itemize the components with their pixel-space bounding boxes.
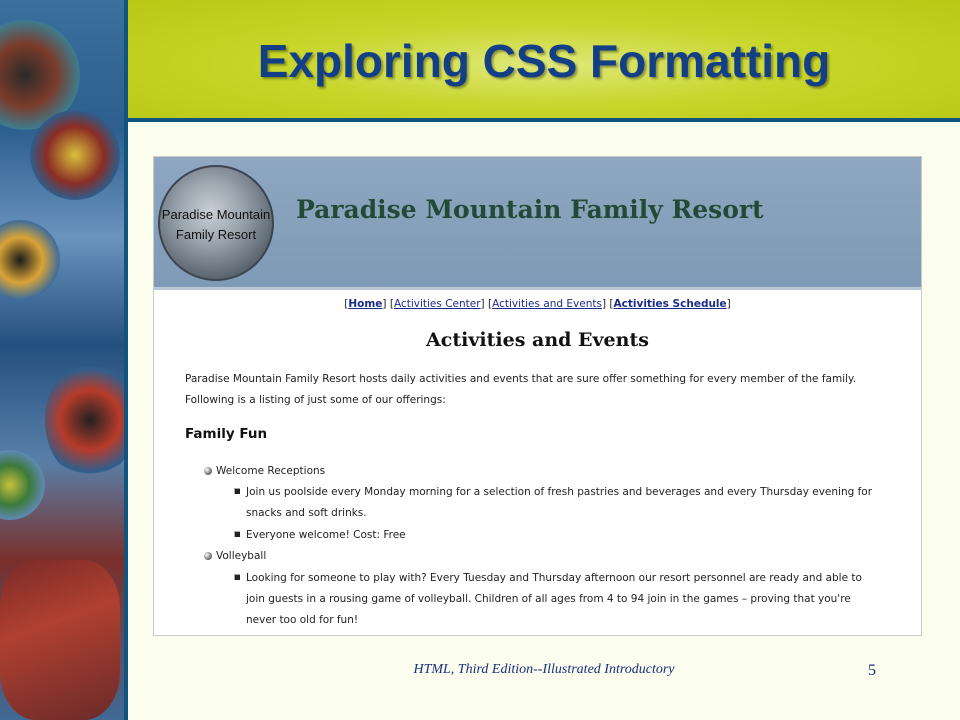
square-bullet-icon (234, 531, 240, 537)
detail-line: Looking for someone to play with? Every Tuesday and Thursday afternoon our resort personnel are ready and able to (246, 572, 862, 584)
intro-line-1: Paradise Mountain Family Resort hosts daily activities and events that are sure offer something for every member of the family. (185, 373, 857, 385)
list-item-detail (246, 525, 896, 546)
intro-paragraph (185, 369, 905, 411)
decorative-painting (0, 0, 124, 720)
slide-footer: HTML, Third Edition--Illustrated Introductory (413, 662, 675, 677)
detail-line: Everyone welcome! Cost: Free (246, 529, 406, 541)
logo-line-2: Family Resort (175, 227, 257, 242)
logo-line-1: Paradise Mountain (161, 207, 271, 222)
site-title: Paradise Mountain Family Resort (296, 195, 764, 224)
list-item-detail (246, 568, 896, 631)
detail-line: Join us poolside every Monday morning for a selection of fresh pastries and beverages and every Thursday evening for (246, 486, 873, 498)
nav-link-activities-center[interactable]: Activities Center (393, 298, 481, 310)
nav-link-activities-and-events[interactable]: Activities and Events (492, 298, 602, 310)
detail-line: join guests in a rousing game of volleyball. Children of all ages from 4 to 94 join in the games – proving that you're (246, 593, 851, 605)
round-bullet-icon (204, 552, 212, 560)
list-item-label: Welcome Receptions (216, 465, 326, 477)
list-item (216, 465, 325, 477)
square-bullet-icon (234, 574, 240, 580)
list-item-detail (246, 482, 896, 524)
detail-line: never too old for fun! (246, 614, 359, 626)
intro-line-2: Following is a listing of just some of our offerings: (185, 394, 446, 406)
site-header (154, 157, 921, 290)
detail-line: snacks and soft drinks. (246, 507, 367, 519)
section-heading: Family Fun (185, 426, 268, 442)
nav-link-activities-schedule[interactable]: Activities Schedule (613, 298, 727, 310)
list-item-label: Volleyball (216, 550, 267, 562)
round-bullet-icon (204, 467, 212, 475)
slide-title: Exploring CSS Formatting (257, 35, 831, 87)
nav-link-home[interactable]: Home (348, 298, 383, 310)
page-heading: Activities and Events (426, 329, 649, 351)
logo-text (160, 205, 272, 245)
site-nav-bar: [Home] [Activities Center] [Activities and Events] [Activities Schedule] (344, 298, 731, 310)
square-bullet-icon (234, 488, 240, 494)
resort-logo (158, 165, 274, 281)
page-number: 5 (868, 662, 876, 679)
title-divider (128, 118, 960, 122)
list-item (216, 550, 266, 562)
website-screenshot (153, 156, 922, 636)
